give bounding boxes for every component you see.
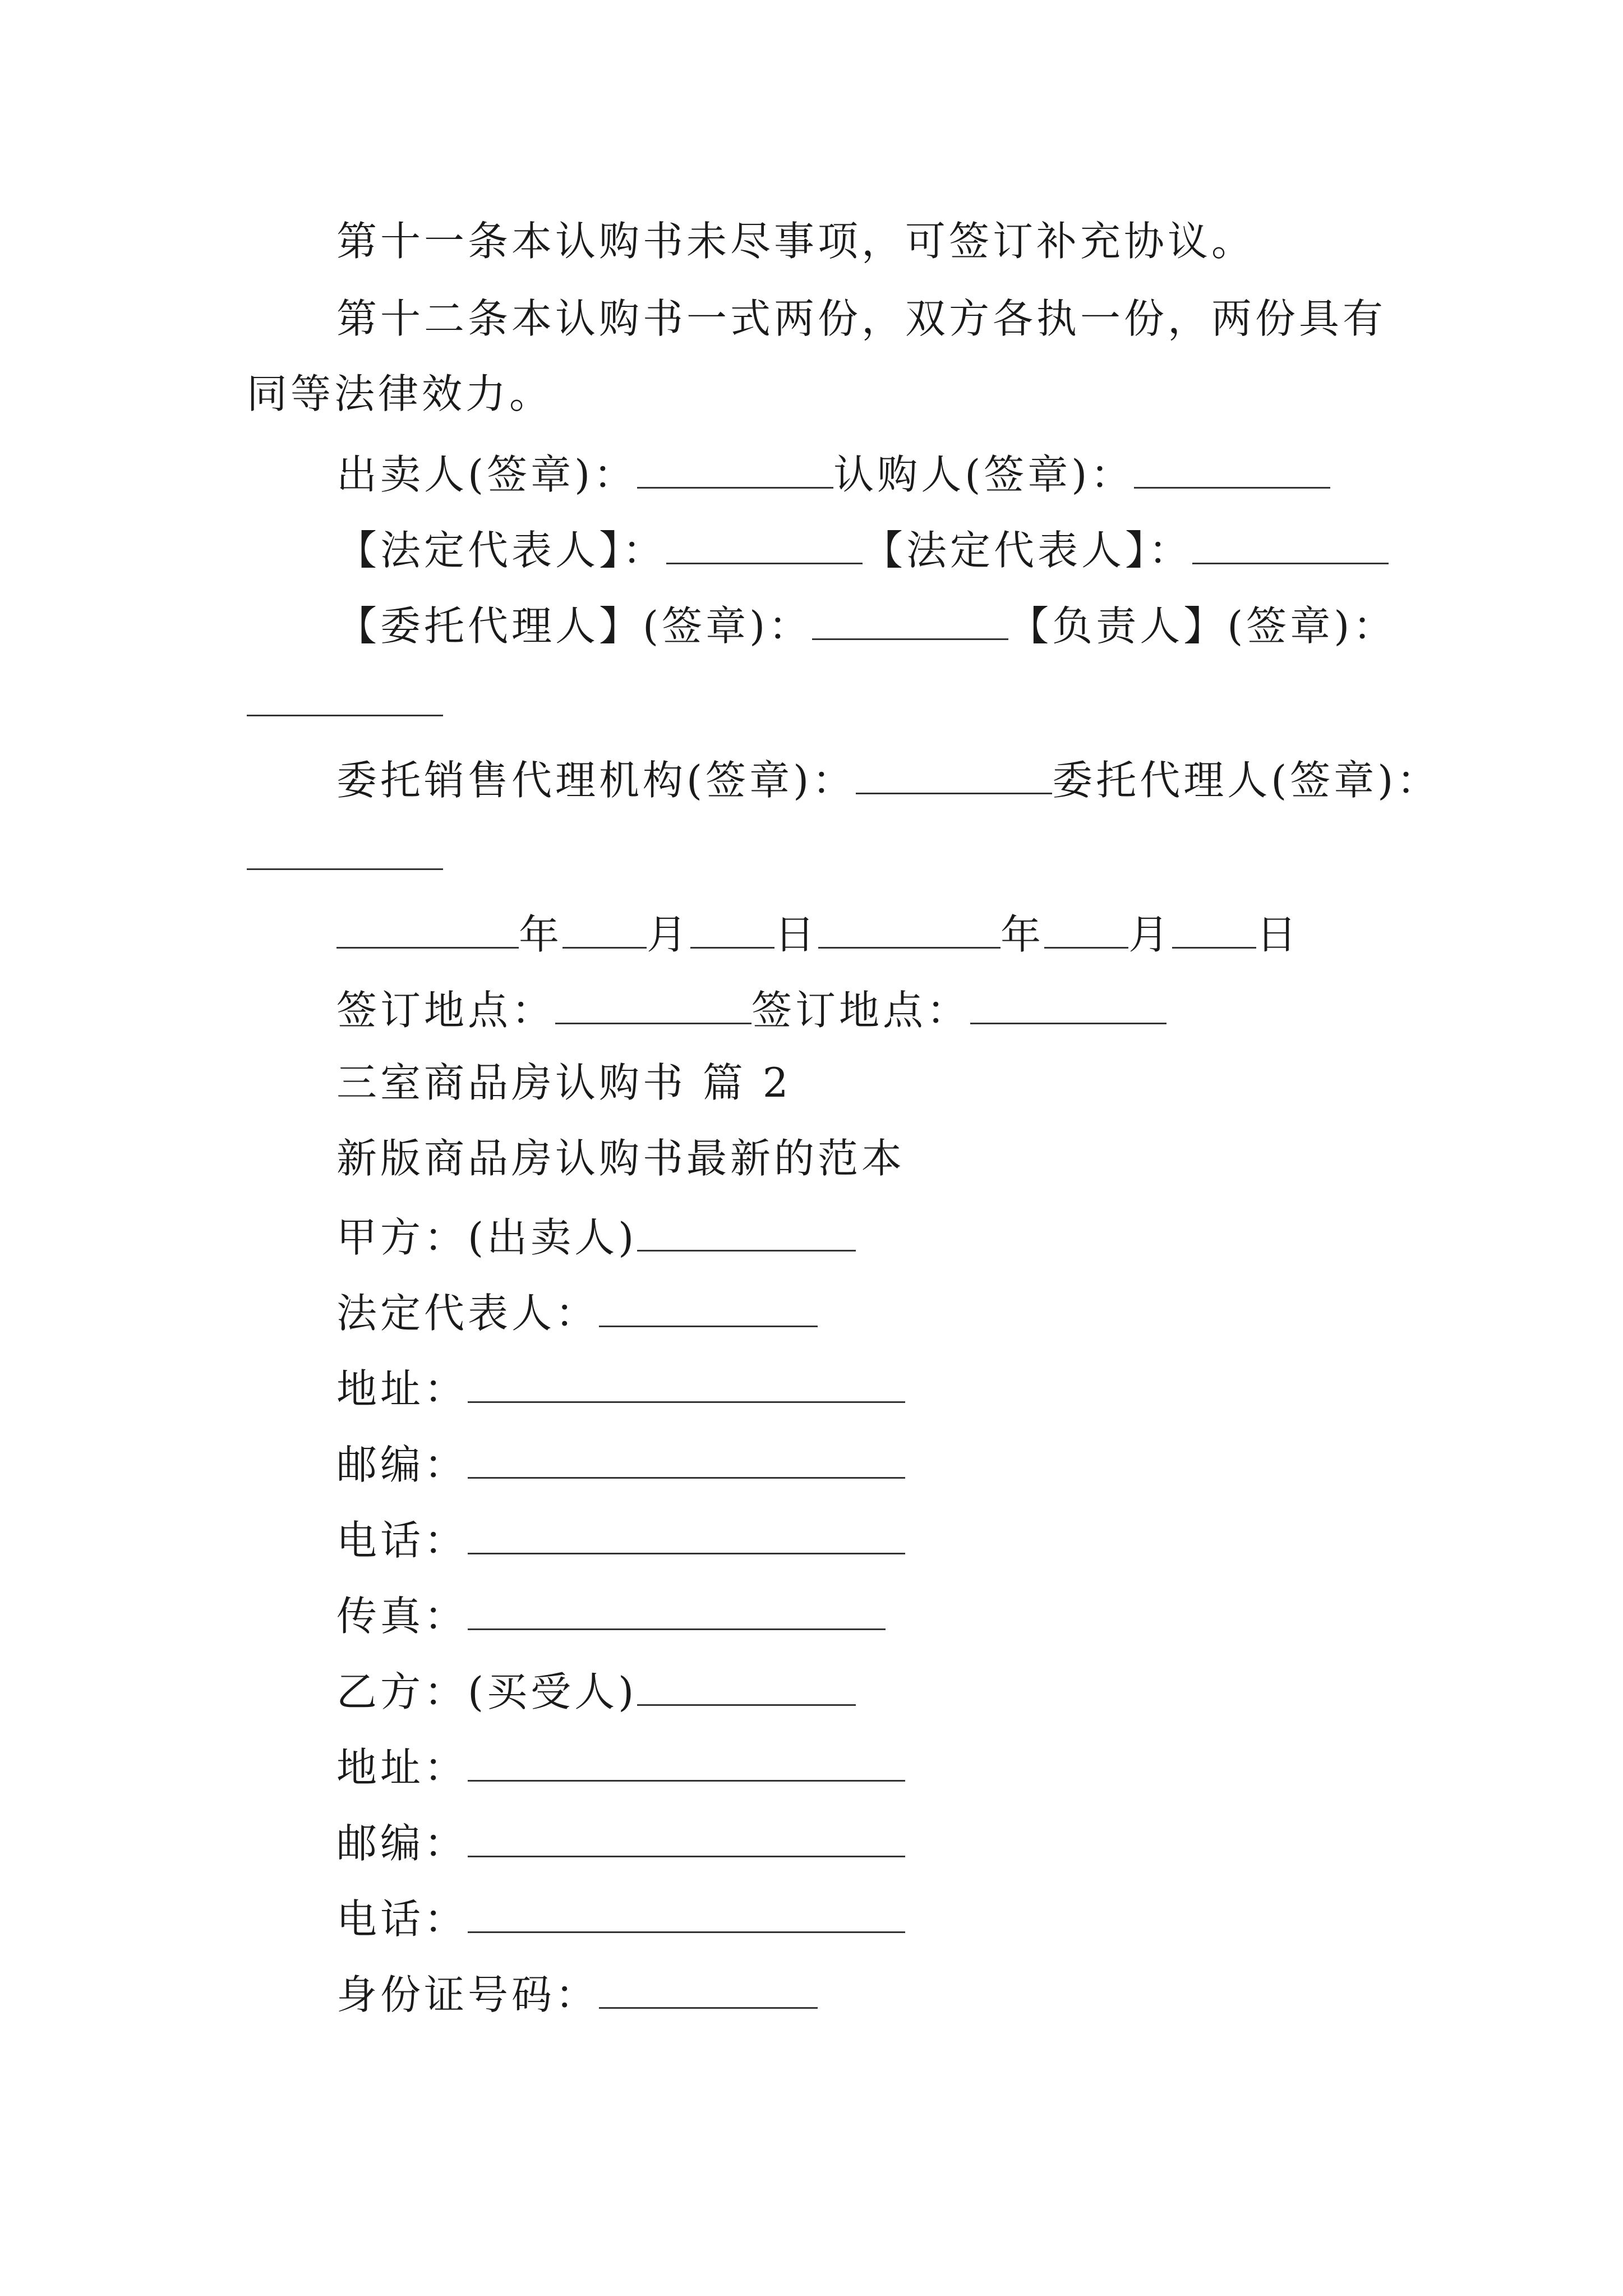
responsible-sign-blank-row <box>247 671 443 730</box>
seller-sign-label: 出卖人(签章)： <box>336 451 638 498</box>
sales-agency-blank <box>856 749 1052 794</box>
agent-sign-blank <box>812 595 1008 640</box>
party-b-postcode-label: 邮编： <box>336 1820 468 1867</box>
party-a-legal-rep-blank <box>599 1282 818 1327</box>
subtitle-text: 新版商品房认购书最新的范本 <box>336 1135 906 1182</box>
year-label-a: 年 <box>519 911 563 958</box>
article-11 <box>336 213 1255 269</box>
article-12-text-line2: 同等法律效力。 <box>247 370 554 417</box>
sign-place-label-b: 签订地点： <box>751 987 971 1034</box>
article-12-text-line1: 第十二条本认购书一式两份，双方各执一份，两份具有 <box>336 295 1387 342</box>
party-b-address-label: 地址： <box>336 1744 468 1791</box>
party-a-label: 甲方：(出卖人) <box>336 1214 638 1261</box>
party-a-row <box>336 1206 856 1266</box>
month-blank-b <box>1044 903 1128 949</box>
party-a-legal-rep-label: 法定代表人： <box>336 1290 600 1337</box>
buyer-sign-blank <box>1134 443 1330 489</box>
agent-sign-label-2: 委托代理人(签章)： <box>1052 757 1441 804</box>
month-label-a: 月 <box>647 911 691 958</box>
section-heading-text: 三室商品房认购书 篇 2 <box>336 1059 792 1106</box>
agent-sign-label: 【委托代理人】(签章)： <box>336 602 813 650</box>
sign-place-label-a: 签订地点： <box>336 987 556 1034</box>
sign-place-blank-b <box>970 979 1166 1024</box>
party-b-label: 乙方：(买受人) <box>336 1668 638 1715</box>
party-b-address-row <box>336 1736 905 1796</box>
party-a-blank <box>637 1206 856 1251</box>
responsible-sign-blank <box>247 671 443 716</box>
party-a-postcode-blank <box>468 1433 905 1479</box>
section-heading <box>336 1055 792 1111</box>
responsible-sign-label: 【负责人】(签章)： <box>1008 602 1397 650</box>
year-blank-a <box>336 903 519 949</box>
sales-agency-label: 委托销售代理机构(签章)： <box>336 757 856 804</box>
agent-sign-blank-2-row <box>247 825 443 884</box>
party-b-row <box>336 1660 856 1720</box>
party-a-address-row <box>336 1358 905 1417</box>
party-a-phone-row <box>336 1509 905 1568</box>
party-b-phone-label: 电话： <box>336 1895 468 1943</box>
party-a-address-label: 地址： <box>336 1365 468 1412</box>
year-label-b: 年 <box>1000 911 1045 958</box>
legal-rep-label-a: 【法定代表人】： <box>336 527 667 574</box>
party-a-legal-rep-row <box>336 1282 818 1341</box>
signature-row-agent-responsible <box>336 595 1396 654</box>
legal-rep-blank-b <box>1192 519 1389 564</box>
party-a-address-blank <box>468 1358 905 1403</box>
party-a-postcode-label: 邮编： <box>336 1441 468 1488</box>
signature-row-seller-buyer <box>336 443 1330 503</box>
day-blank-a <box>690 903 774 949</box>
party-b-postcode-row <box>336 1812 905 1871</box>
legal-rep-label-b: 【法定代表人】： <box>863 527 1193 574</box>
party-b-phone-blank <box>468 1888 905 1933</box>
party-a-fax-label: 传真： <box>336 1593 468 1640</box>
legal-rep-blank-a <box>666 519 863 564</box>
day-blank-b <box>1172 903 1256 949</box>
day-label-b: 日 <box>1256 911 1301 958</box>
seller-sign-blank <box>637 443 833 489</box>
article-12 <box>336 291 1386 347</box>
party-b-blank <box>637 1660 856 1706</box>
signature-row-sales-agency <box>336 749 1440 808</box>
party-b-phone-row <box>336 1888 905 1947</box>
party-b-postcode-blank <box>468 1812 905 1857</box>
sign-place-row <box>336 979 1166 1038</box>
party-a-fax-row <box>336 1585 886 1644</box>
month-label-b: 月 <box>1128 911 1173 958</box>
party-b-address-blank <box>468 1736 905 1782</box>
document-subtitle <box>336 1130 905 1186</box>
buyer-sign-label: 认购人(签章)： <box>833 451 1135 498</box>
sign-place-blank-a <box>555 979 751 1024</box>
party-a-phone-blank <box>468 1509 905 1554</box>
article-12-continued <box>247 366 553 422</box>
year-blank-b <box>818 903 1000 949</box>
party-a-postcode-row <box>336 1433 905 1493</box>
party-a-phone-label: 电话： <box>336 1517 468 1564</box>
month-blank-a <box>562 903 647 949</box>
party-b-id-label: 身份证号码： <box>336 1971 600 2018</box>
party-a-fax-blank <box>468 1585 886 1630</box>
party-b-id-blank <box>599 1963 818 2009</box>
signature-row-legal-reps <box>336 519 1389 578</box>
article-11-text: 第十一条本认购书未尽事项，可签订补充协议。 <box>336 218 1256 265</box>
party-b-id-row <box>336 1963 818 2023</box>
date-row <box>336 903 1300 963</box>
agent-sign-blank-2 <box>247 825 443 870</box>
day-label-a: 日 <box>774 911 819 958</box>
